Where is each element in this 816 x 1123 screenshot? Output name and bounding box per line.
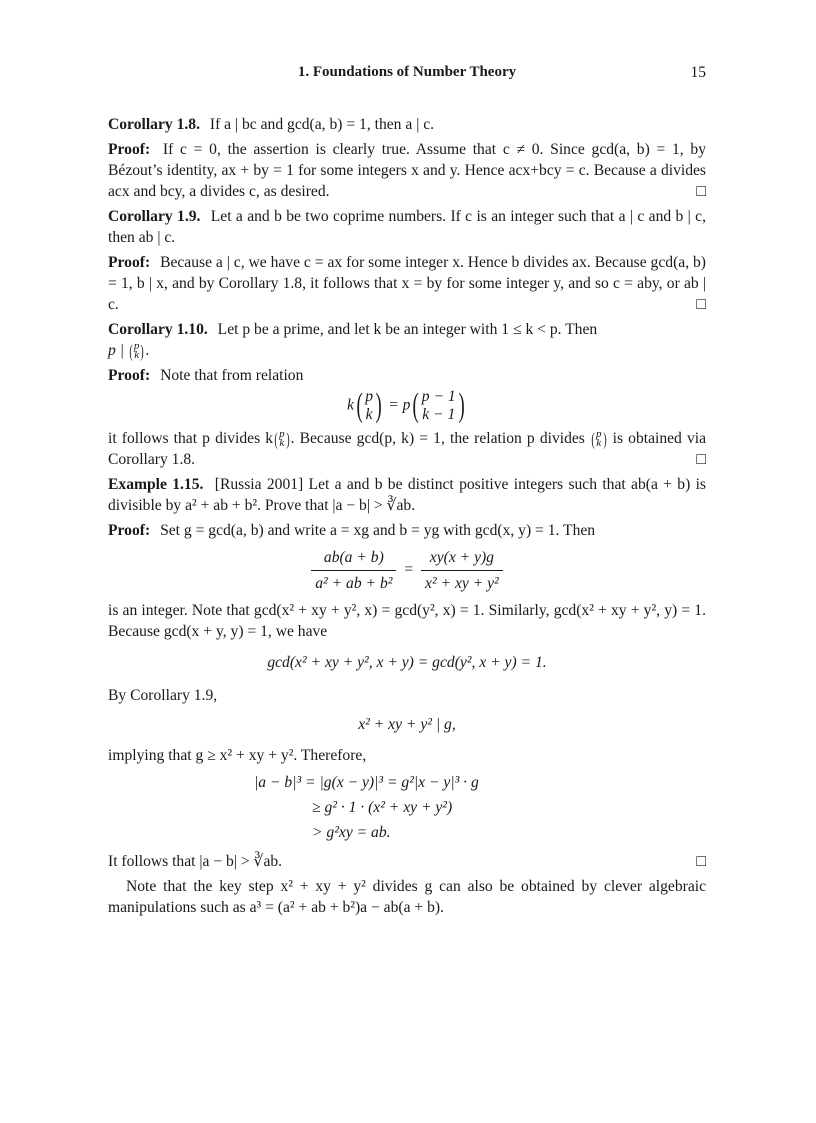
proof-label: Proof:	[108, 254, 151, 271]
proof-text: Because a | c, we have c = ax for some integer x. Hence b divides ax. Because gcd(a, b) = 1, b | x, and by Corollary 1.8, it follows that x = by for some integer y, and so c = aby, or ab | c.	[108, 254, 706, 313]
proof-text: Set g = gcd(a, b) and write a = xg and b = yg with gcd(x, y) = 1. Then	[160, 522, 596, 539]
proof-1-10	[108, 365, 706, 386]
binomial-p-k: ( p k )	[356, 387, 382, 424]
closing-note: Note that the key step x² + xy + y² divides g can also be obtained by clever algebraic manipulations such as a³ = (a² + ab + b²)a − ab(a + b).	[108, 878, 706, 916]
proof-1-8	[108, 139, 706, 202]
qed-symbol: □	[696, 183, 706, 200]
proof-1-15-para-c: By Corollary 1.9,	[108, 687, 218, 704]
proof-1-10-cont: it follows that p divides k( p k ). Because gcd(p, k) = 1, the relation p divides ( p k ) is obtained via Corollary 1.8. □	[108, 428, 707, 468]
fraction-left: $\frac{ab(a + b)}{\text{a² + ab + b²}}$	[311, 547, 396, 594]
corollary-label: Corollary 1.9.	[108, 208, 201, 225]
display-fraction-equation: $\frac{ab(a + b)}{\text{a² + ab + b²}}$ = $\frac{xy(x + y)g}{\text{x² + xy + y²}}$	[108, 547, 706, 594]
proof-1-15-para-d: implying that g ≥ x² + xy + y². Therefore,	[108, 747, 367, 764]
example-statement: [Russia 2001] Let a and b be distinct positive integers such that ab(a + b) is divisible by a² + ab + b². Prove that |a − b| > ∛ab.	[108, 476, 707, 514]
inequality-line-3: > g²xy = ab.	[312, 824, 391, 841]
corollary-label: Corollary 1.10.	[108, 321, 208, 338]
display-divides-equation: x² + xy + y² | g,	[358, 716, 456, 733]
fraction-right: $\frac{xy(x + y)g}{\text{x² + xy + y²}}$	[421, 547, 503, 594]
inequality-line-2: ≥ g² · 1 · (x² + xy + y²)	[312, 799, 453, 816]
divides-text: p |	[108, 342, 124, 359]
proof-1-15	[108, 520, 706, 541]
corollary-1-9	[108, 206, 706, 248]
proof-1-15-conclusion: It follows that |a − b| > ∛ab. □	[108, 853, 706, 870]
inequality-chain	[254, 770, 706, 845]
display-gcd-equation: gcd(x² + xy + y², x + y) = gcd(y², x + y) = 1.	[267, 654, 547, 671]
proof-label: Proof:	[108, 522, 151, 539]
qed-symbol: □	[696, 451, 706, 468]
example-label: Example 1.15.	[108, 476, 204, 493]
proof-label: Proof:	[108, 141, 151, 158]
page	[108, 64, 706, 918]
corollary-statement: Let a and b be two coprime numbers. If c is an integer such that a | c and b | c, then ab | c.	[108, 208, 706, 246]
chapter-title: 1. Foundations of Number Theory	[297, 64, 517, 80]
proof-label: Proof:	[108, 367, 151, 384]
binomial-small: ( p k )	[591, 428, 607, 450]
qed-symbol: □	[696, 296, 706, 313]
binomial-coefficient: ( p k )	[129, 340, 145, 362]
binomial-p1-k1: ( p − 1 k − 1 )	[413, 387, 465, 424]
proof-1-9	[108, 252, 706, 315]
corollary-1-10-binomial: p | ( p k ).	[108, 340, 150, 362]
proof-text: If c = 0, the assertion is clearly true. Assume that c ≠ 0. Since gcd(a, b) = 1, by Bézout’s identity, ax + by = 1 for some integers x and y. Hence acx+bcy = c. Because a divides acx and bcy, a divides c, as desired.	[108, 141, 707, 200]
proof-text: Note that from relation	[160, 367, 304, 384]
proof-1-15-para-b: is an integer. Note that gcd(x² + xy + y², x) = gcd(y², x) = 1. Similarly, gcd(x² + xy + y², y) = 1. Because gcd(x + y, y) = 1, we have	[108, 602, 706, 640]
display-equation-binomial: k( p k ) = p( p − 1 k − 1 )	[108, 388, 706, 424]
corollary-1-8	[108, 114, 706, 135]
corollary-statement: If a | bc and gcd(a, b) = 1, then a | c.	[209, 116, 435, 133]
corollary-label: Corollary 1.8.	[108, 116, 200, 133]
inequality-line-1: |a − b|³ = |g(x − y)|³ = g²|x − y|³ · g	[254, 774, 479, 791]
page-number: 15	[690, 64, 706, 81]
running-header	[108, 64, 706, 88]
corollary-statement: Let p be a prime, and let k be an integer with 1 ≤ k < p. Then	[217, 321, 598, 338]
example-1-15	[108, 474, 706, 516]
corollary-1-10	[108, 319, 706, 340]
qed-symbol: □	[696, 853, 706, 870]
binomial-small: ( p k )	[274, 428, 290, 450]
